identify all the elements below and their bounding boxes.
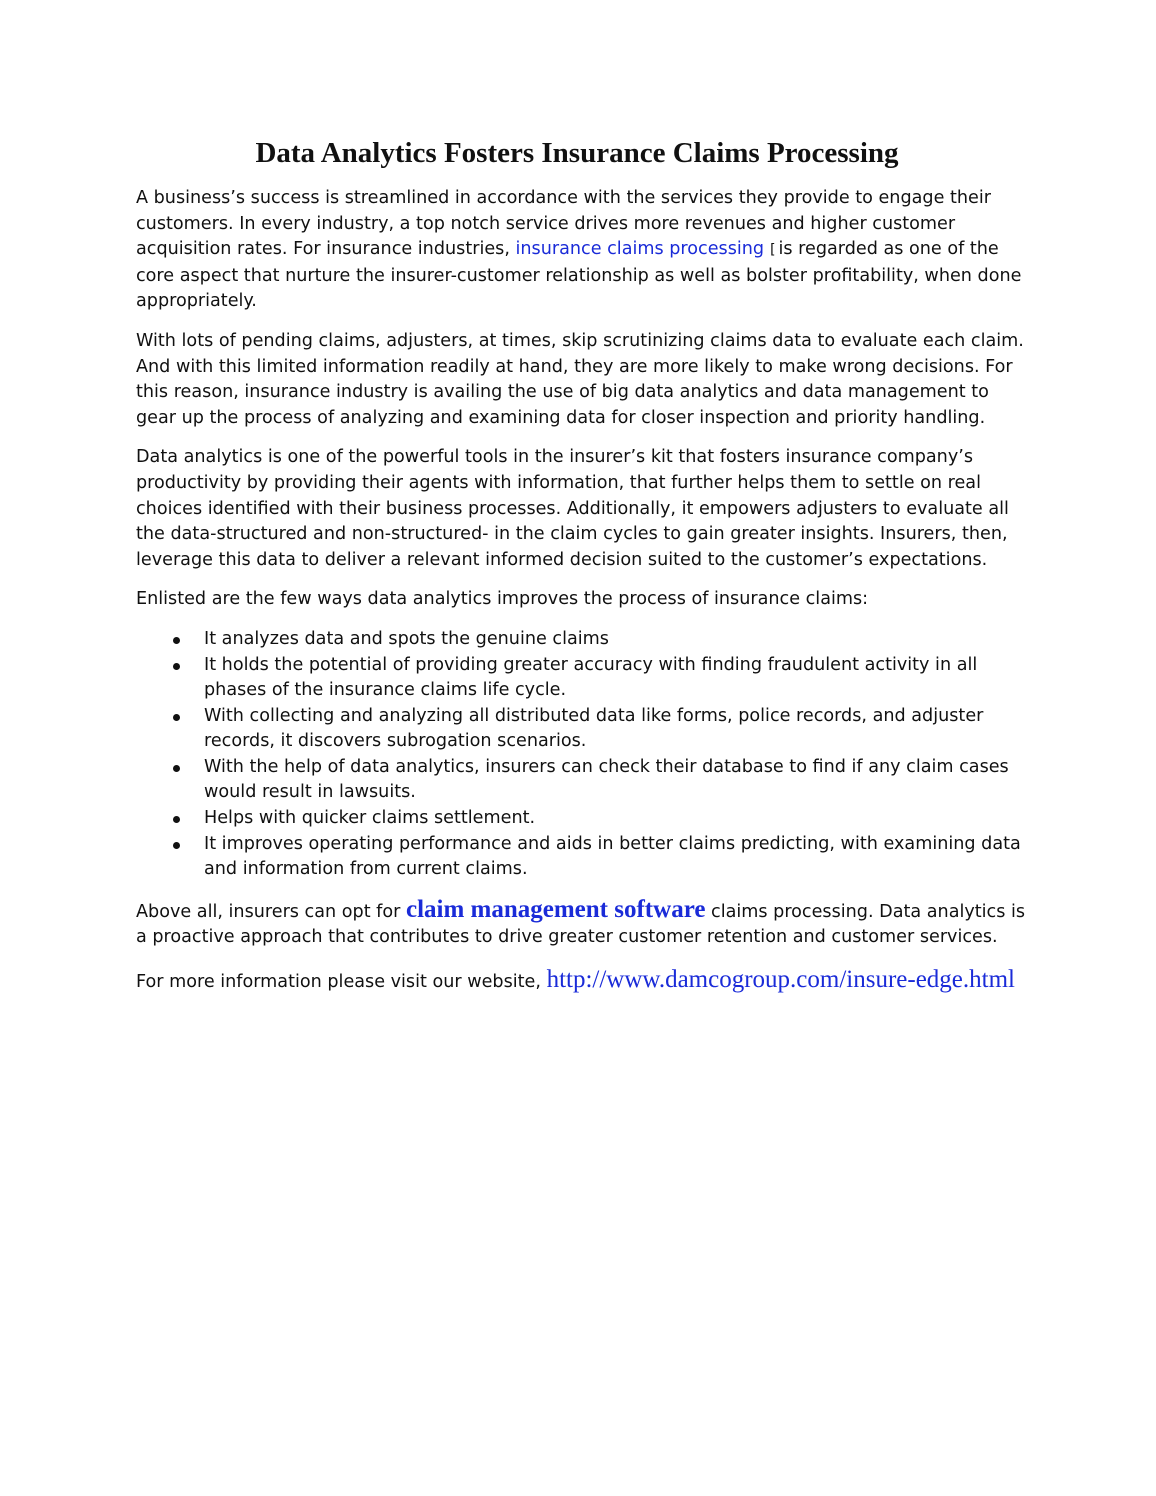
list-item: With collecting and analyzing all distributed data like forms, police records, and adjuster records, it discovers subrogation scenarios. (204, 704, 1026, 755)
claim-management-software-link[interactable]: claim management software (405, 895, 706, 923)
list-item: It holds the potential of providing greater accuracy with finding fraudulent activity in all phases of the insurance claims life cycle. (204, 653, 1026, 704)
website-url-link[interactable]: http://www.damcogroup.com/insure-edge.html (546, 966, 1015, 994)
insurance-claims-processing-link[interactable]: insurance claims processing (515, 239, 765, 260)
paragraph-above-all-text-start: Above all, insurers can opt for (136, 901, 406, 922)
paragraph-enlisted: Enlisted are the few ways data analytics improves the process of insurance claims: (136, 589, 869, 610)
paragraph-above-all-text-end: claims processing. Data analytics is a proactive approach that contributes to drive greater customer retention and customer services. (136, 901, 1026, 948)
list-item: With the help of data analytics, insurers can check their database to find if any claim cases would result in lawsuits. (204, 755, 1026, 806)
list-item: It improves operating performance and aids in better claims predicting, with examining data and information from current claims. (204, 832, 1026, 883)
document-title: Data Analytics Fosters Insurance Claims Processing (255, 137, 899, 169)
paragraph-more-info (136, 965, 1026, 997)
paragraph-intro-text-start: A business’s success is streamlined in accordance with the services they provide to engage their customers. In every industry, a top notch service drives more revenues and higher customer acquisition rates. For insurance industries, (136, 188, 991, 260)
paragraph-intro (136, 186, 1026, 315)
list-item: Helps with quicker claims settlement. (204, 806, 1026, 832)
paragraph-pending-claims: With lots of pending claims, adjusters, at times, skip scrutinizing claims data to evaluate each claim. And with this limited information readily at hand, they are more likely to make wrong decisions. For this reason, insurance industry is availing the use of big data analytics and data management to gear up the process of analyzing and examining data for closer inspection and priority handling. (136, 330, 1024, 428)
paragraph-data-analytics: Data analytics is one of the powerful tools in the insurer’s kit that fosters insurance company’s productivity by providing their agents with information, that further helps them to settle on real choices identified with their business processes. Additionally, it empowers adjusters to evaluate all the data-structured and non-structured- in the claim cycles to gain greater insights. Insurers, then, leverage this data to deliver a relevant informed decision suited to the customer’s expectations. (136, 447, 1009, 570)
document-body (136, 134, 1026, 1011)
paragraph-more-info-text: For more information please visit our website, (136, 972, 547, 993)
paragraph-intro-text-end: is regarded as one of the core aspect that nurture the insurer-customer relationship as well as bolster profitability, when done appropriately. (136, 239, 1022, 312)
benefits-list (136, 627, 1026, 883)
paragraph-above-all (136, 897, 1026, 951)
link-marker-icon: [ (768, 242, 777, 259)
list-item: It analyzes data and spots the genuine claims (204, 627, 1026, 653)
